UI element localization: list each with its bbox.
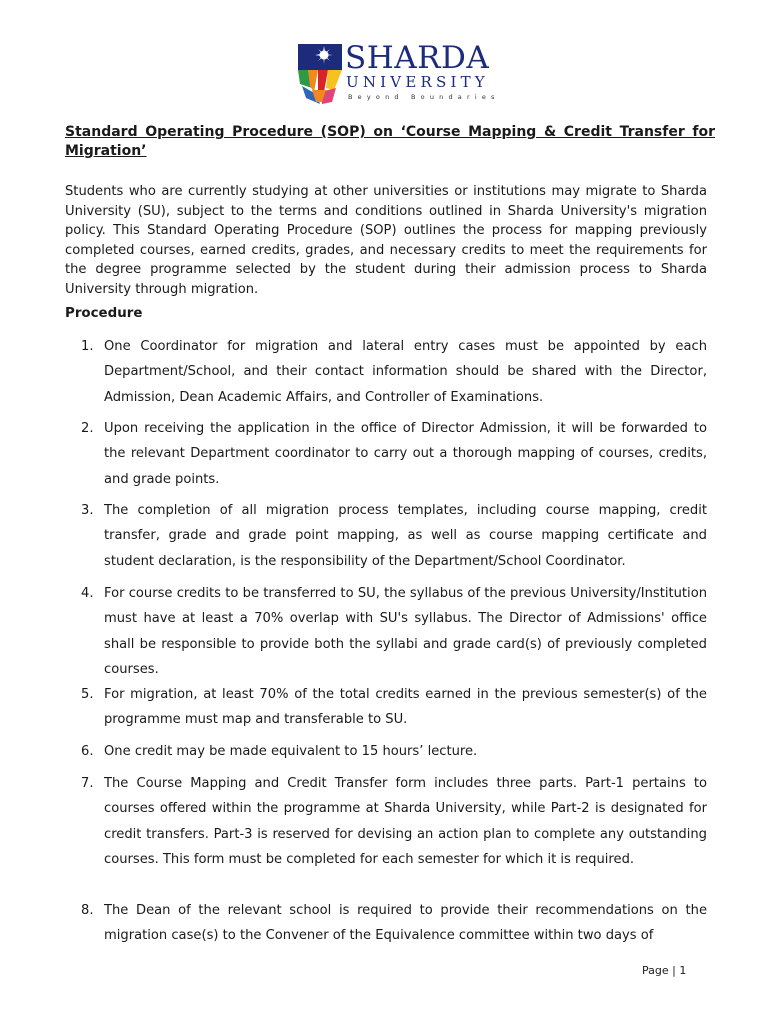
logo-tagline: Beyond Boundaries	[348, 93, 500, 101]
logo-name: SHARDA	[345, 40, 490, 76]
item-number: 6.	[81, 744, 94, 759]
item-number: 5.	[81, 687, 94, 702]
procedure-heading: Procedure	[65, 306, 143, 321]
item-number: 7.	[81, 776, 94, 791]
item-number: 3.	[81, 503, 94, 518]
procedure-item	[81, 771, 707, 872]
item-number: 1.	[81, 339, 94, 354]
page-number: Page | 1	[642, 964, 687, 977]
procedure-item	[81, 739, 707, 764]
item-text: One credit may be made equivalent to 15 hours’ lecture.	[104, 744, 478, 759]
procedure-item	[81, 416, 707, 492]
item-text: Upon receiving the application in the office of Director Admission, it will be forwarded to the relevant Department coordinator to carry out a thorough mapping of courses, credits, and grade points.	[104, 421, 707, 487]
sharda-emblem-icon	[298, 44, 342, 104]
item-text: For migration, at least 70% of the total credits earned in the previous semester(s) of the programme must map and transferable to SU.	[104, 687, 707, 728]
logo-subtitle: UNIVERSITY	[346, 73, 489, 91]
procedure-item	[81, 898, 707, 949]
item-text: The Dean of the relevant school is required to provide their recommendations on the migration case(s) to the Convener of the Equivalence committee within two days of	[104, 903, 707, 944]
item-text: For course credits to be transferred to SU, the syllabus of the previous University/Institution must have at least a 70% overlap with SU's syllabus. The Director of Admissions' office shall be responsible to provide both the syllabi and grade card(s) of previously completed courses.	[104, 586, 707, 677]
item-text: The Course Mapping and Credit Transfer form includes three parts. Part-1 pertains to courses offered within the programme at Sharda University, while Part-2 is designated for credit transfers. Part-3 is reserved for devising an action plan to complete any outstanding courses. This form must be completed for each semester for which it is required.	[104, 776, 707, 867]
document-title: Standard Operating Procedure (SOP) on ‘Course Mapping & Credit Transfer for Migration’	[65, 124, 715, 159]
university-logo	[298, 42, 508, 106]
procedure-item	[81, 498, 707, 574]
item-number: 2.	[81, 421, 94, 436]
procedure-item	[81, 682, 707, 733]
intro-paragraph: Students who are currently studying at other universities or institutions may migrate to Sharda University (SU), subject to the terms and conditions outlined in Sharda University's migration policy. This Standard Operating Procedure (SOP) outlines the process for mapping previously completed courses, earned credits, grades, and necessary credits to meet the requirements for the degree programme selected by the student during their admission process to Sharda University through migration.	[65, 184, 707, 297]
procedure-item	[81, 581, 707, 682]
item-number: 8.	[81, 903, 94, 918]
item-text: The completion of all migration process templates, including course mapping, credit transfer, grade and grade point mapping, as well as course mapping certificate and student declaration, is the responsibility of the Department/School Coordinator.	[104, 503, 707, 569]
item-number: 4.	[81, 586, 94, 601]
procedure-item	[81, 334, 707, 410]
item-text: One Coordinator for migration and lateral entry cases must be appointed by each Department/School, and their contact information should be shared with the Director, Admission, Dean Academic Affairs, and Controller of Examinations.	[104, 339, 707, 405]
